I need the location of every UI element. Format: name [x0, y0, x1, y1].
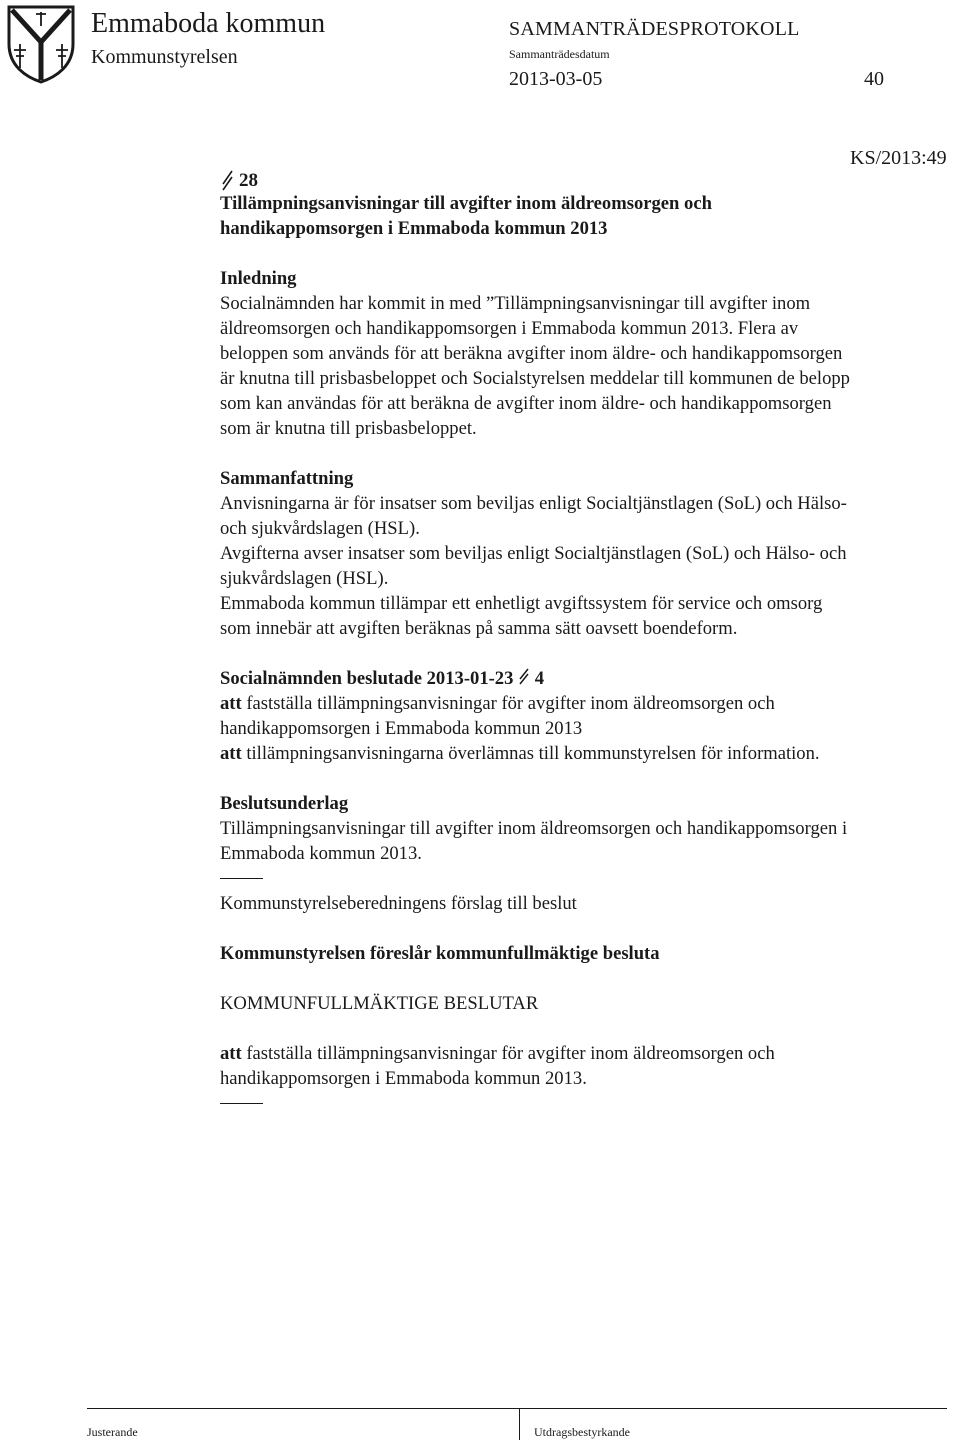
footer-rule [87, 1408, 947, 1409]
decision-line: handikappomsorgen i Emmaboda kommun 2013 [220, 718, 583, 739]
att-keyword: att [220, 693, 242, 714]
sammanfattning-line: Emmaboda kommun tillämpar ett enhetligt avgiftssystem för service och omsorg [220, 593, 823, 614]
inledning-line: som är knutna till prisbasbeloppet. [220, 418, 477, 439]
decision-line: handikappomsorgen i Emmaboda kommun 2013. [220, 1068, 587, 1089]
footer-justerande-label: Justerande [87, 1425, 138, 1439]
inledning-line: som kan användas för att beräkna de avgifter inom äldre- och handikappomsorgen [220, 393, 832, 414]
sammanfattning-line: som innebär att avgiften beräknas på samma sätt oavsett boendeform. [220, 618, 738, 639]
document-type: SAMMANTRÄDESPROTOKOLL [509, 18, 800, 40]
protocol-body [220, 191, 950, 1116]
heading-socialnamnden-decision [220, 666, 950, 691]
decision-text: tillämpningsanvisningarna överlämnas till kommunstyrelsen för information. [246, 743, 820, 764]
socialnamnden-heading-text: Socialnämnden beslutade 2013-01-23 [220, 668, 514, 689]
inledning-line: är knutna till prisbasbeloppet och Socialstyrelsen meddelar till kommunen de belopp [220, 368, 850, 389]
heading-inledning: Inledning [220, 268, 297, 289]
inledning-line: Socialnämnden har kommit in med ”Tillämpningsanvisningar till avgifter inom [220, 293, 811, 314]
heading-sammanfattning: Sammanfattning [220, 468, 354, 489]
sammanfattning-line: Anvisningarna är för insatser som beviljas enligt Socialtjänstlagen (SoL) och Hälso- [220, 493, 847, 514]
att-keyword: att [220, 743, 242, 764]
inledning-line: äldreomsorgen och handikappomsorgen i Emmaboda kommun 2013. Flera av [220, 318, 799, 339]
case-number: KS/2013:49 [850, 147, 947, 169]
page-number: 40 [864, 68, 884, 90]
decision-text: fastställa tillämpningsanvisningar för avgifter inom äldreomsorgen och [246, 693, 775, 714]
sammanfattning-line: sjukvårdslagen (HSL). [220, 568, 389, 589]
footer-divider [519, 1408, 520, 1440]
section-number: 28 [239, 170, 258, 191]
att-keyword: att [220, 1043, 242, 1064]
municipal-coat-of-arms [6, 4, 76, 84]
decision-line [220, 741, 950, 766]
inledning-line: beloppen som används för att beräkna avgifter inom äldre- och handikappomsorgen [220, 343, 843, 364]
kf-heading: KOMMUNFULLMÄKTIGE BESLUTAR [220, 993, 539, 1014]
meeting-date-label: Sammanträdesdatum [509, 47, 610, 61]
forslag-label: Kommunstyrelseberedningens förslag till beslut [220, 893, 577, 914]
beslutsunderlag-line: Tillämpningsanvisningar till avgifter inom äldreomsorgen och handikappomsorgen i [220, 818, 848, 839]
decision-line [220, 1041, 950, 1066]
section-sign-icon [518, 668, 530, 689]
beslutsunderlag-line: Emmaboda kommun 2013. [220, 843, 422, 864]
organization-name: Emmaboda kommun [91, 8, 326, 39]
heading-beslutsunderlag: Beslutsunderlag [220, 793, 349, 814]
meeting-date: 2013-03-05 [509, 68, 603, 90]
separator-rule [220, 1103, 263, 1104]
socialnamnden-section-number: 4 [534, 668, 545, 689]
sammanfattning-line: Avgifterna avser insatser som beviljas enligt Socialtjänstlagen (SoL) och Hälso- och [220, 543, 847, 564]
case-title-line: handikappomsorgen i Emmaboda kommun 2013 [220, 218, 608, 239]
heading-kommunstyrelsen-proposal: Kommunstyrelsen föreslår kommunfullmäktige besluta [220, 943, 660, 964]
decision-text: fastställa tillämpningsanvisningar för avgifter inom äldreomsorgen och [246, 1043, 775, 1064]
footer-utdragsbestyrkande-label: Utdragsbestyrkande [534, 1425, 630, 1439]
organization-department: Kommunstyrelsen [91, 46, 238, 68]
decision-line [220, 691, 950, 716]
case-title-line: Tillämpningsanvisningar till avgifter inom äldreomsorgen och [220, 193, 712, 214]
separator-rule [220, 878, 263, 879]
sammanfattning-line: och sjukvårdslagen (HSL). [220, 518, 420, 539]
